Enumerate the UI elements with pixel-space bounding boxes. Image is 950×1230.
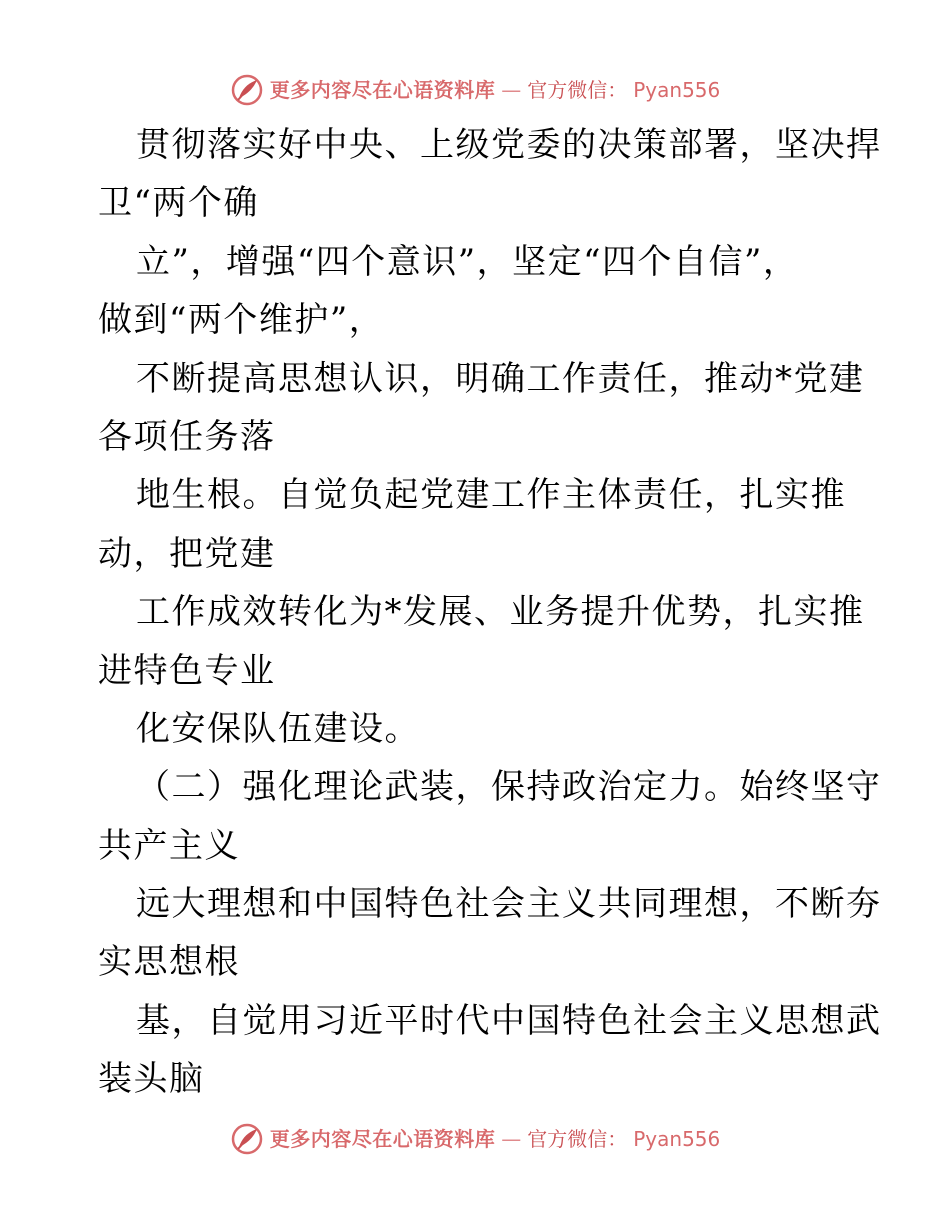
text-line: 进特色专业 [98,650,276,691]
text-line: 基，自觉用习近平时代中国特色社会主义思想武 [136,1000,882,1041]
banner-brand-text: 更多内容尽在心语资料库 [269,78,496,102]
banner-brand-text: 更多内容尽在心语资料库 [269,1127,496,1151]
text-line: 各项任务落 [98,416,276,457]
text-line: 装头脑 [98,1059,205,1100]
banner-dash: — [501,1127,522,1151]
text-line: 化安保队伍建设。 [136,708,420,749]
text-line: 立”，增强“四个意识”，坚定“四个自信”， [136,241,799,282]
banner-wechat-id: Pyan556 [633,78,721,102]
document-body [98,116,882,1109]
banner-wechat-label: 官方微信： [527,1127,628,1151]
text-line: 远大理想和中国特色社会主义共同理想，不断夯 [136,884,882,925]
footer-banner [0,1119,950,1159]
banner-wechat-id: Pyan556 [633,1127,721,1151]
text-line: 地生根。自觉负起党建工作主体责任，扎实推 [136,475,846,516]
feather-logo-icon [230,73,264,107]
text-line: 共产主义 [98,825,240,866]
text-line: 贯彻落实好中央、上级党委的决策部署，坚决捍 [136,125,882,165]
text-line: 卫“两个确 [98,183,259,224]
text-line: 做到“两个维护”， [98,300,385,341]
text-line: 工作成效转化为*发展、业务提升优势，扎实推 [136,592,865,633]
banner-dash: — [501,78,522,102]
banner-wechat-label: 官方微信： [527,78,628,102]
text-line: 动，把党建 [98,533,276,574]
feather-logo-icon [230,1122,264,1156]
text-line: 不断提高思想认识，明确工作责任，推动*党建 [136,358,865,399]
header-banner [0,70,950,110]
text-line: 实思想根 [98,942,240,983]
text-line: （二）强化理论武装，保持政治定力。始终坚守 [136,767,882,808]
